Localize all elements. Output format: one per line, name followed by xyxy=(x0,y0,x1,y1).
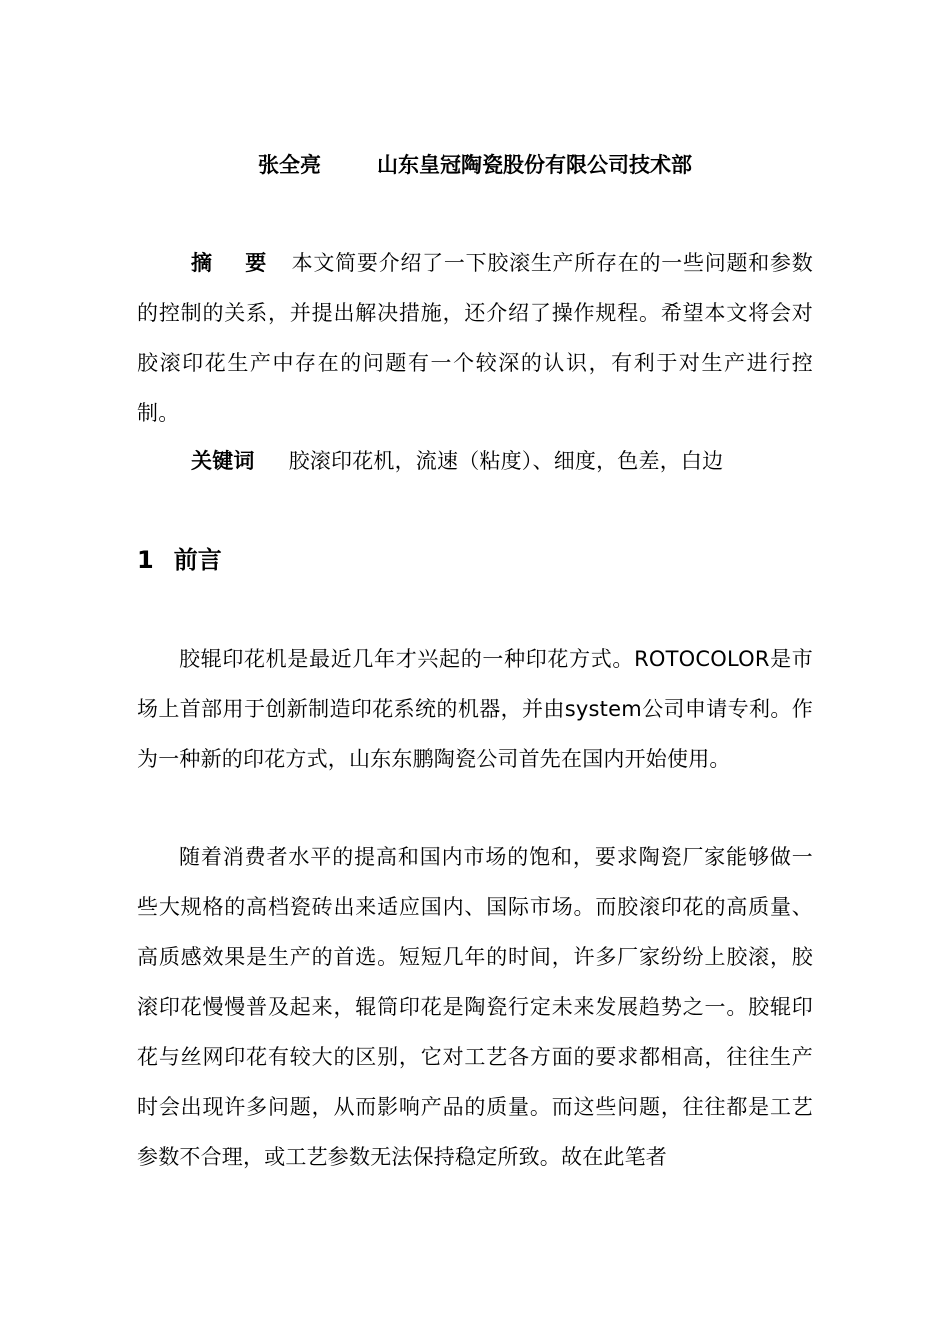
p2-text: 随着消费者水平的提高和国内市场的饱和，要求陶瓷厂家能够做一些大规格的高档瓷砖出来适应国内、国际市场。而胶滚印花的高质量、高质感效果是生产的首选。短短几年的时间，许多厂家纷纷上胶滚，胶滚印花慢慢普及起来，辊筒印花是陶瓷行定未来发展趋势之一。胶辊印花与丝网印花有较大的区别，它对工艺各方面的要求都相高，往往生产时会出现许多问题，从而影响产品的质量。而这些问题，往往都是工艺参数不合理，或工艺参数无法保持稳定所致。故在此笔者 xyxy=(137,845,813,1169)
author-line xyxy=(0,150,950,180)
section-title: 前言 xyxy=(173,546,222,574)
section-heading xyxy=(137,540,222,580)
abstract-label-char1: 摘 xyxy=(191,251,213,275)
abstract-paragraph xyxy=(137,238,813,438)
abstract-label-char2: 要 xyxy=(244,251,268,275)
abstract-text: 本文简要介绍了一下胶滚生产所存在的一些问题和参数的控制的关系，并提出解决措施，还介绍了操作规程。希望本文将会对胶滚印花生产中存在的问题有一个较深的认识，有利于对生产进行控制。 xyxy=(137,251,813,425)
author-name: 张全亮 xyxy=(258,153,321,177)
author-affiliation: 山东皇冠陶瓷股份有限公司技术部 xyxy=(377,153,692,177)
keywords-text: 胶滚印花机，流速（粘度）、细度，色差，白边 xyxy=(288,449,724,473)
p1-brand: ROTOCOLOR xyxy=(634,647,770,671)
body-paragraph-2 xyxy=(137,832,813,1182)
section-number: 1 xyxy=(137,546,154,574)
p1-text-part1: 胶辊印花机是最近几年才兴起的一种印花方式。 xyxy=(179,647,635,671)
p1-text-part3: 公司申请专利。作为一种新的印花方式，山东东鹏陶瓷公司首先在国内开始使用。 xyxy=(137,697,813,771)
keywords-label: 关键词 xyxy=(191,449,255,473)
keywords-paragraph xyxy=(137,436,813,486)
body-paragraph-1 xyxy=(137,634,813,784)
p1-text-part2: 是市场上首部用于创新制造印花系统的机器，并由 xyxy=(137,647,813,721)
p1-company: system xyxy=(564,697,642,721)
